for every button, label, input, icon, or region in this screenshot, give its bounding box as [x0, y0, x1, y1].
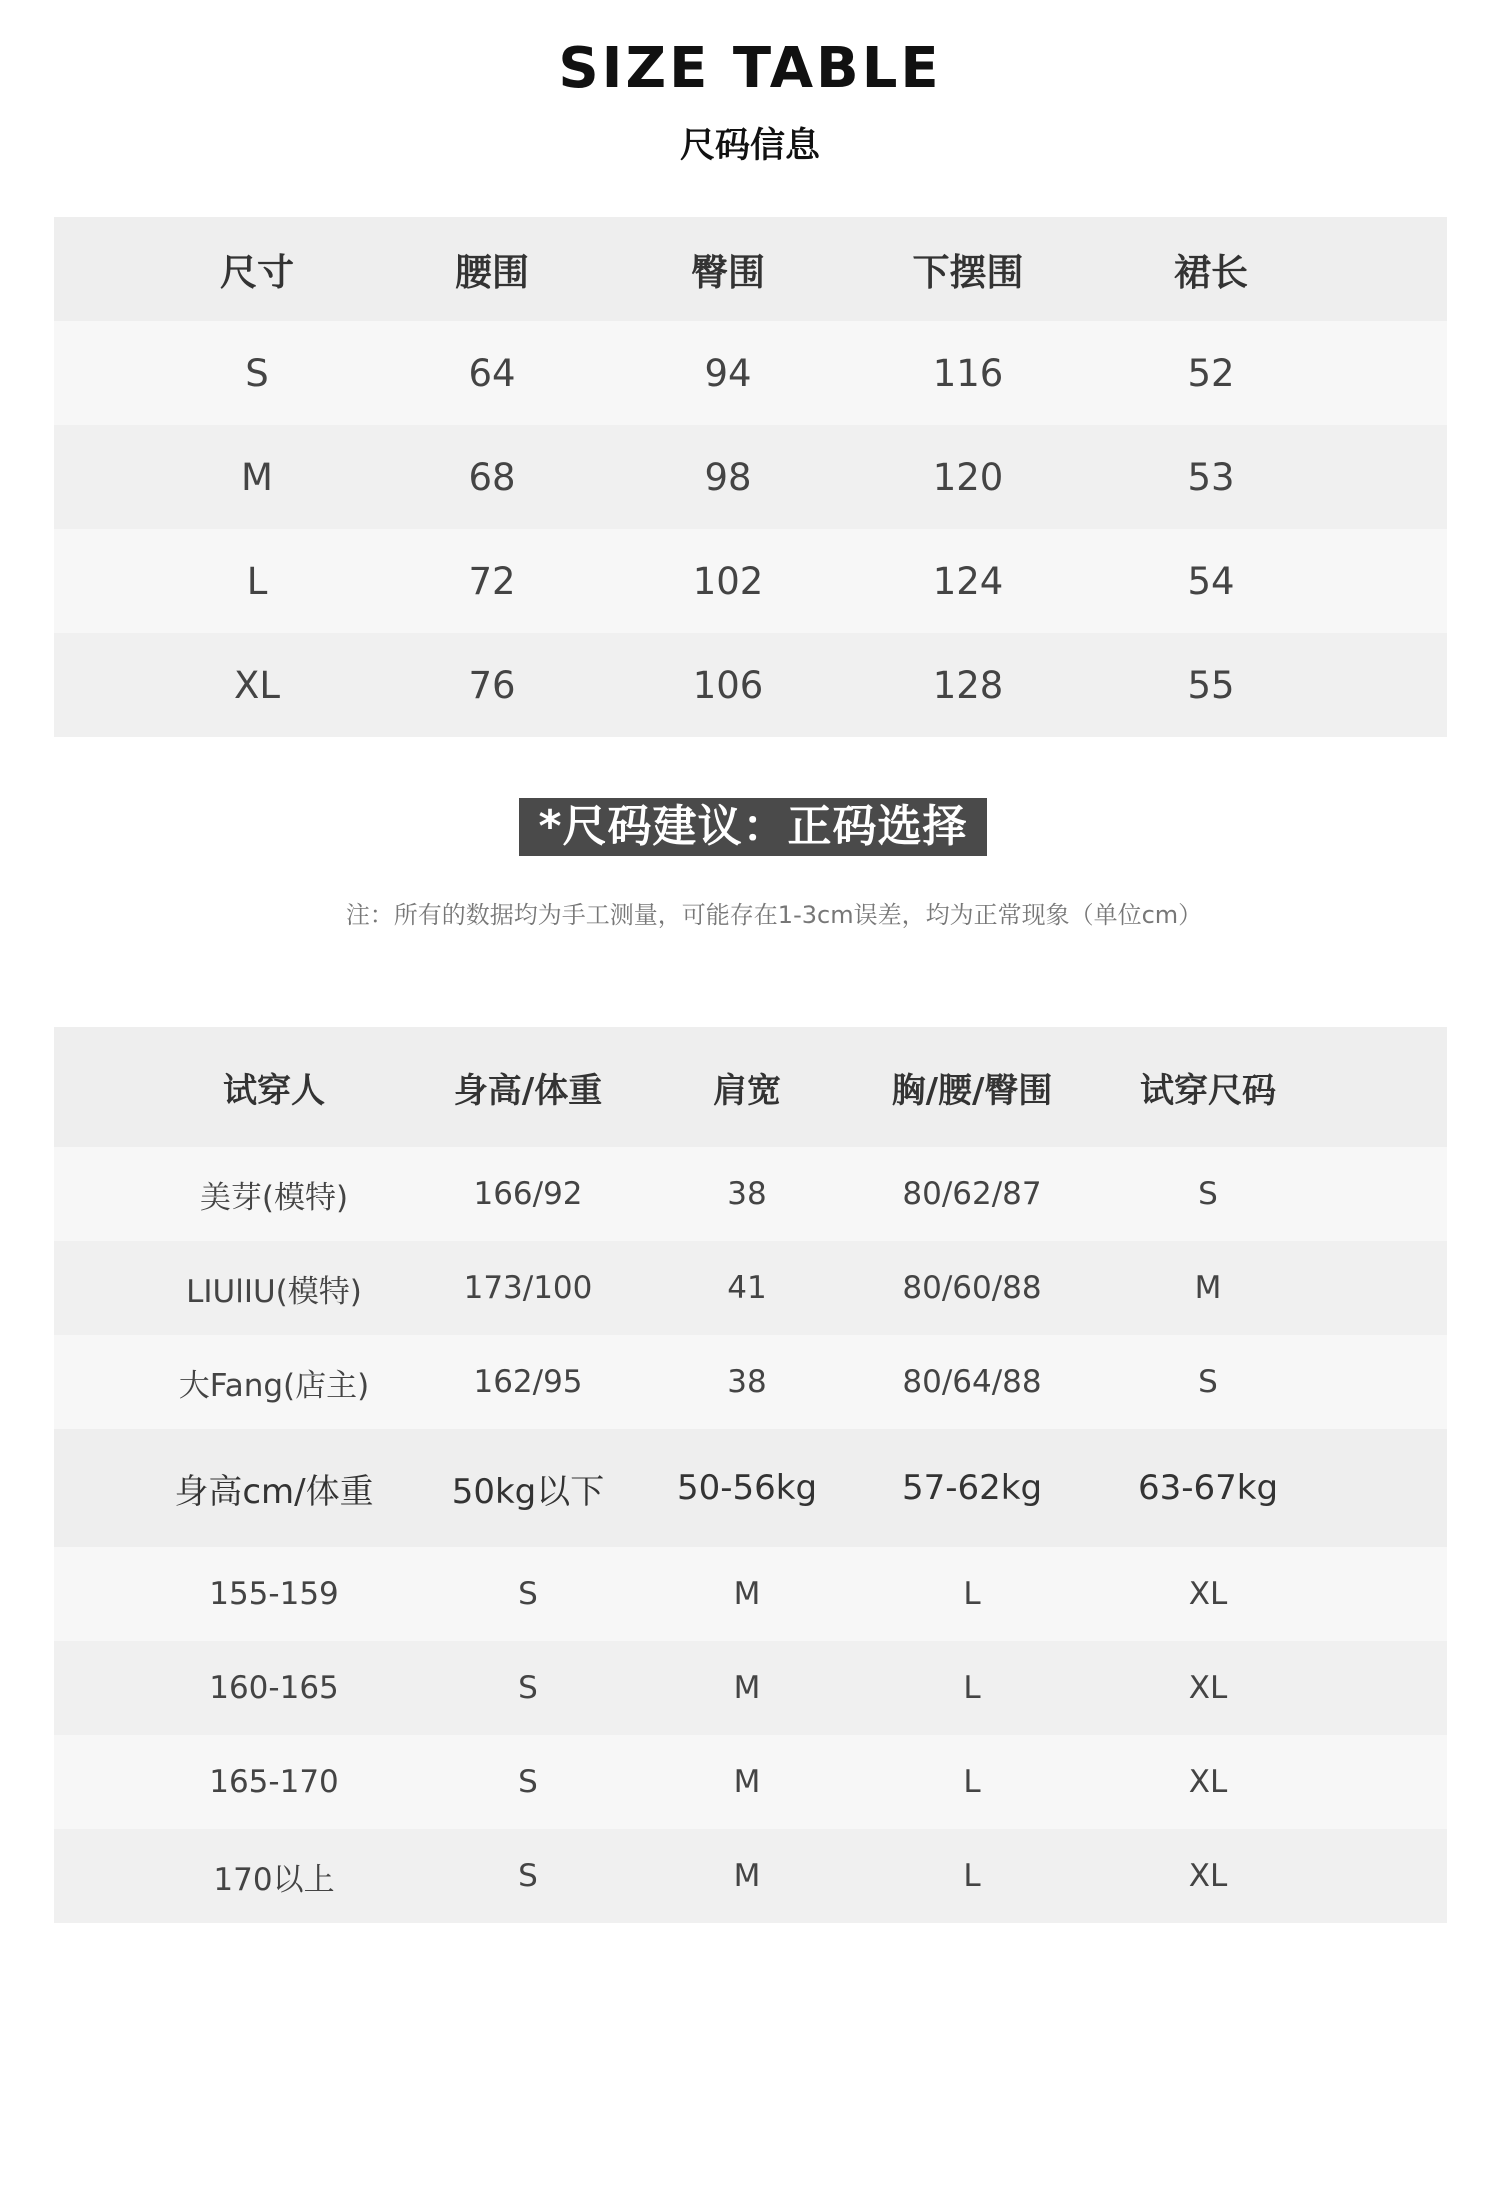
tryon-header-col-2: 肩宽 — [713, 1070, 781, 1111]
weight-cell-col-4: XL — [1188, 1858, 1228, 1894]
tryon-header-col-3: 胸/腰/臀围 — [891, 1070, 1053, 1111]
tryon-cell-col-2: 38 — [727, 1176, 767, 1212]
tryon-cell-col-0: LIUlIU(模特) — [186, 1273, 362, 1310]
size-cell-col-1: 68 — [468, 455, 516, 499]
weight-cell-col-0: 160-165 — [209, 1670, 339, 1706]
tryon-table-header — [54, 1027, 1447, 1147]
size-cell-col-2: 94 — [704, 351, 752, 395]
size-cell-col-0: S — [245, 351, 269, 395]
size-header-col-1: 腰围 — [455, 251, 529, 294]
size-header-col-2: 臀围 — [691, 251, 765, 294]
table-row — [54, 1641, 1447, 1735]
weight-cell-col-3: L — [963, 1576, 981, 1612]
weight-table-header — [54, 1429, 1447, 1547]
weight-header-col-3: 57-62kg — [901, 1468, 1043, 1508]
size-cell-col-1: 76 — [468, 663, 516, 707]
weight-cell-col-0: 155-159 — [209, 1576, 339, 1612]
table-row — [54, 1147, 1447, 1241]
page-subtitle: 尺码信息 — [679, 126, 820, 166]
weight-cell-col-3: L — [963, 1670, 981, 1706]
size-table-header — [54, 217, 1447, 321]
tryon-cell-col-2: 38 — [727, 1364, 767, 1400]
tryon-header-col-0: 试穿人 — [223, 1070, 325, 1111]
tryon-header-col-1: 身高/体重 — [453, 1070, 603, 1111]
size-cell-col-4: 55 — [1187, 663, 1235, 707]
size-cell-col-3: 128 — [932, 663, 1004, 707]
size-cell-col-3: 116 — [932, 351, 1004, 395]
size-cell-col-0: XL — [234, 663, 280, 707]
weight-cell-col-1: S — [518, 1858, 538, 1894]
size-cell-col-3: 120 — [932, 455, 1004, 499]
tryon-cell-col-1: 173/100 — [463, 1270, 593, 1306]
tryon-cell-col-1: 166/92 — [473, 1176, 583, 1212]
size-header-col-3: 下摆围 — [912, 251, 1024, 294]
tryon-cell-col-0: 美芽(模特) — [199, 1179, 349, 1216]
table-row — [54, 321, 1447, 425]
tryon-cell-col-4: S — [1198, 1176, 1218, 1212]
page-title: SIZE TABLE — [558, 36, 942, 101]
weight-cell-col-0: 170以上 — [213, 1861, 335, 1898]
tryon-cell-col-3: 80/60/88 — [902, 1270, 1042, 1306]
tryon-cell-col-3: 80/64/88 — [902, 1364, 1042, 1400]
size-cell-col-2: 98 — [704, 455, 752, 499]
table-row — [54, 1335, 1447, 1429]
tryon-table — [54, 1027, 1447, 1923]
size-cell-col-3: 124 — [932, 559, 1004, 603]
weight-cell-col-2: M — [733, 1670, 761, 1706]
weight-cell-col-1: S — [518, 1670, 538, 1706]
size-header-col-0: 尺寸 — [220, 251, 294, 294]
size-cell-col-0: M — [241, 455, 273, 499]
measurement-note: 注：所有的数据均为手工测量，可能存在1-3cm误差，均为正常现象（单位cm） — [345, 901, 1203, 929]
size-cell-col-1: 64 — [468, 351, 516, 395]
weight-cell-col-4: XL — [1188, 1576, 1228, 1612]
tryon-cell-col-3: 80/62/87 — [902, 1176, 1042, 1212]
weight-cell-col-2: M — [733, 1764, 761, 1800]
size-cell-col-4: 54 — [1187, 559, 1235, 603]
tryon-cell-col-2: 41 — [727, 1270, 767, 1306]
size-cell-col-4: 52 — [1187, 351, 1235, 395]
table-row — [54, 529, 1447, 633]
table-row — [54, 425, 1447, 529]
weight-cell-col-0: 165-170 — [209, 1764, 339, 1800]
weight-header-col-1: 50kg以下 — [451, 1471, 605, 1512]
size-table-grid — [54, 217, 1447, 737]
weight-cell-col-3: L — [963, 1858, 981, 1894]
table-row — [54, 1735, 1447, 1829]
tryon-cell-col-1: 162/95 — [473, 1364, 583, 1400]
tryon-header-col-4: 试穿尺码 — [1140, 1070, 1276, 1111]
weight-cell-col-1: S — [518, 1764, 538, 1800]
weight-header-col-4: 63-67kg — [1137, 1468, 1279, 1508]
weight-header-col-2: 50-56kg — [676, 1468, 818, 1508]
weight-cell-col-4: XL — [1188, 1670, 1228, 1706]
table-row — [54, 1547, 1447, 1641]
weight-header-col-0: 身高cm/体重 — [174, 1471, 374, 1512]
weight-cell-col-4: XL — [1188, 1764, 1228, 1800]
size-recommendation-badge: *尺码建议：正码选择 — [519, 798, 987, 856]
size-cell-col-2: 106 — [692, 663, 764, 707]
weight-cell-col-2: M — [733, 1858, 761, 1894]
tryon-cell-col-0: 大Fang(店主) — [178, 1367, 370, 1404]
size-cell-col-2: 102 — [692, 559, 764, 603]
weight-cell-col-2: M — [733, 1576, 761, 1612]
size-cell-col-0: L — [246, 559, 268, 603]
size-cell-col-1: 72 — [468, 559, 516, 603]
tryon-cell-col-4: S — [1198, 1364, 1218, 1400]
size-header-col-4: 裙长 — [1174, 251, 1248, 294]
table-row — [54, 633, 1447, 737]
weight-cell-col-3: L — [963, 1764, 981, 1800]
table-row — [54, 1829, 1447, 1923]
weight-cell-col-1: S — [518, 1576, 538, 1612]
table-row — [54, 1241, 1447, 1335]
tryon-cell-col-4: M — [1194, 1270, 1222, 1306]
size-cell-col-4: 53 — [1187, 455, 1235, 499]
